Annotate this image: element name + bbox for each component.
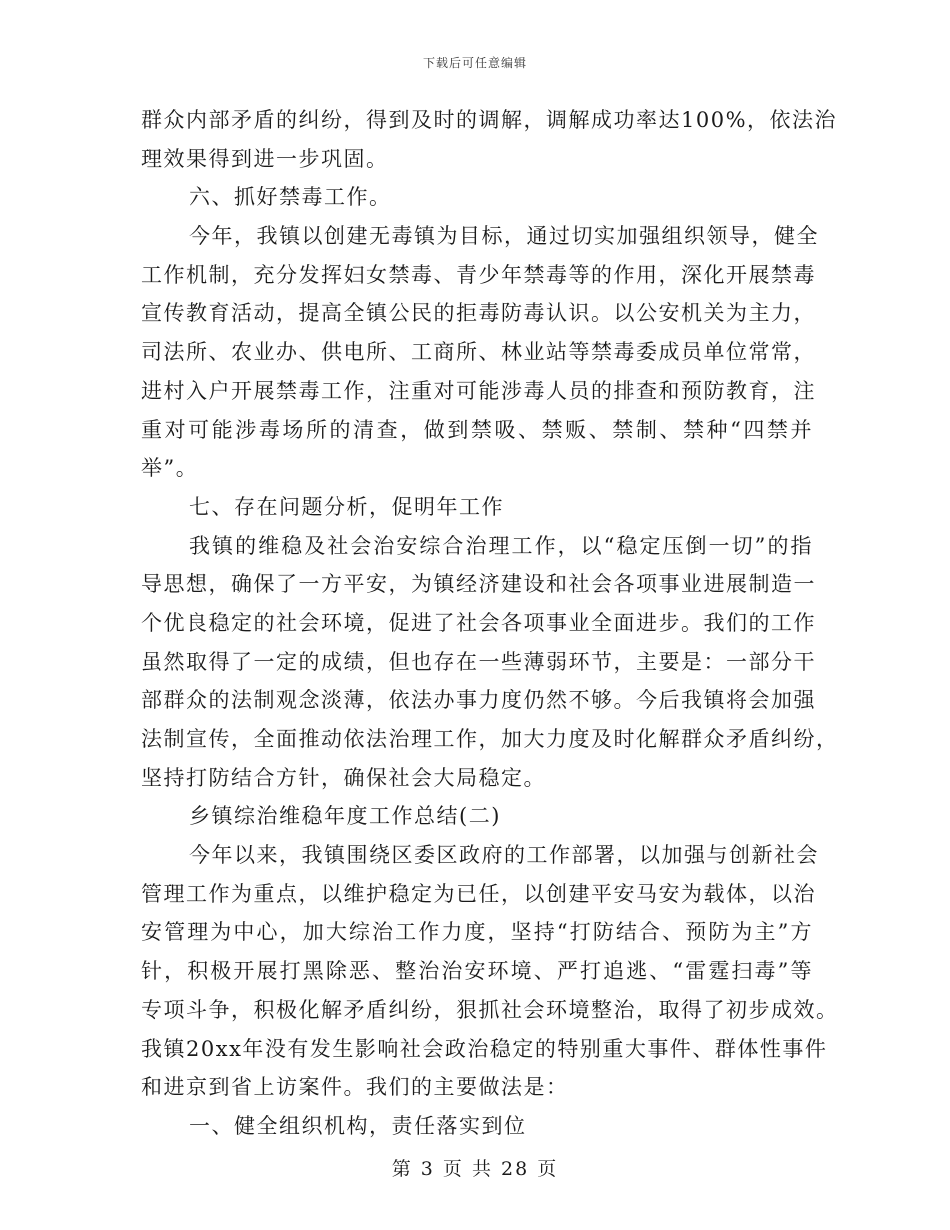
section-heading: 六、抓好禁毒工作。 xyxy=(189,185,392,210)
body-line: 专项斗争，积极化解矛盾纠纷，狠抓社会环境整治，取得了初步成效。 xyxy=(141,997,839,1022)
body-line: 司法所、农业办、供电所、工商所、林业站等禁毒委成员单位常常， xyxy=(141,340,816,365)
body-line: 理效果得到进一步巩固。 xyxy=(141,146,389,171)
body-line: 和进京到省上访案件。我们的主要做法是： xyxy=(141,1075,569,1100)
body-line: 我镇的维稳及社会治安综合治理工作，以“稳定压倒一切”的指 xyxy=(189,533,813,558)
body-line: 个优良稳定的社会环境，促进了社会各项事业全面进步。我们的工作 xyxy=(141,610,816,635)
section-heading: 七、存在问题分析，促明年工作 xyxy=(189,494,504,519)
section-heading: 一、健全组织机构，责任落实到位 xyxy=(189,1113,527,1138)
body-line: 举”。 xyxy=(141,456,199,481)
body-line: 今年，我镇以创建无毒镇为目标，通过切实加强组织领导，健全 xyxy=(189,224,819,249)
body-line: 重对可能涉毒场所的清查，做到禁吸、禁贩、禁制、禁种“四禁并 xyxy=(141,417,813,442)
body-line: 群众内部矛盾的纠纷，得到及时的调解，调解成功率达100%，依法治 xyxy=(141,108,838,132)
body-line: 针，积极开展打黑除恶、整治治安环境、严打追逃、“雷霆扫毒”等 xyxy=(141,959,813,984)
body-line: 进村入户开展禁毒工作，注重对可能涉毒人员的排查和预防教育，注 xyxy=(141,378,816,403)
page-number: 第 3 页 共 28 页 xyxy=(391,1158,559,1180)
body-line: 我镇20xx年没有发生影响社会政治稳定的特别重大事件、群体性事件 xyxy=(141,1036,828,1061)
body-line: 坚持打防结合方针，确保社会大局稳定。 xyxy=(141,765,546,790)
body-line: 虽然取得了一定的成绩，但也存在一些薄弱环节，主要是：一部分干 xyxy=(141,649,816,674)
body-line: 法制宣传，全面推动依法治理工作，加大力度及时化解群众矛盾纠纷， xyxy=(141,727,839,751)
body-line: 导思想，确保了一方平安，为镇经济建设和社会各项事业进展制造一 xyxy=(141,572,816,597)
section-title: 乡镇综治维稳年度工作总结(二) xyxy=(189,804,501,829)
header-note: 下载后可任意编辑 xyxy=(422,56,527,70)
body-line: 管理工作为重点，以维护稳定为已任，以创建平安马安为载体，以治 xyxy=(141,881,816,906)
body-line: 今年以来，我镇围绕区委区政府的工作部署，以加强与创新社会 xyxy=(189,843,819,868)
body-line: 安管理为中心，加大综治工作力度，坚持“打防结合、预防为主”方 xyxy=(141,920,813,945)
body-line: 宣传教育活动，提高全镇公民的拒毒防毒认识。以公安机关为主力， xyxy=(141,301,816,326)
body-line: 部群众的法制观念淡薄，依法办事力度仍然不够。今后我镇将会加强 xyxy=(141,688,816,713)
body-line: 工作机制，充分发挥妇女禁毒、青少年禁毒等的作用，深化开展禁毒 xyxy=(141,262,816,287)
document-body xyxy=(141,101,839,1146)
